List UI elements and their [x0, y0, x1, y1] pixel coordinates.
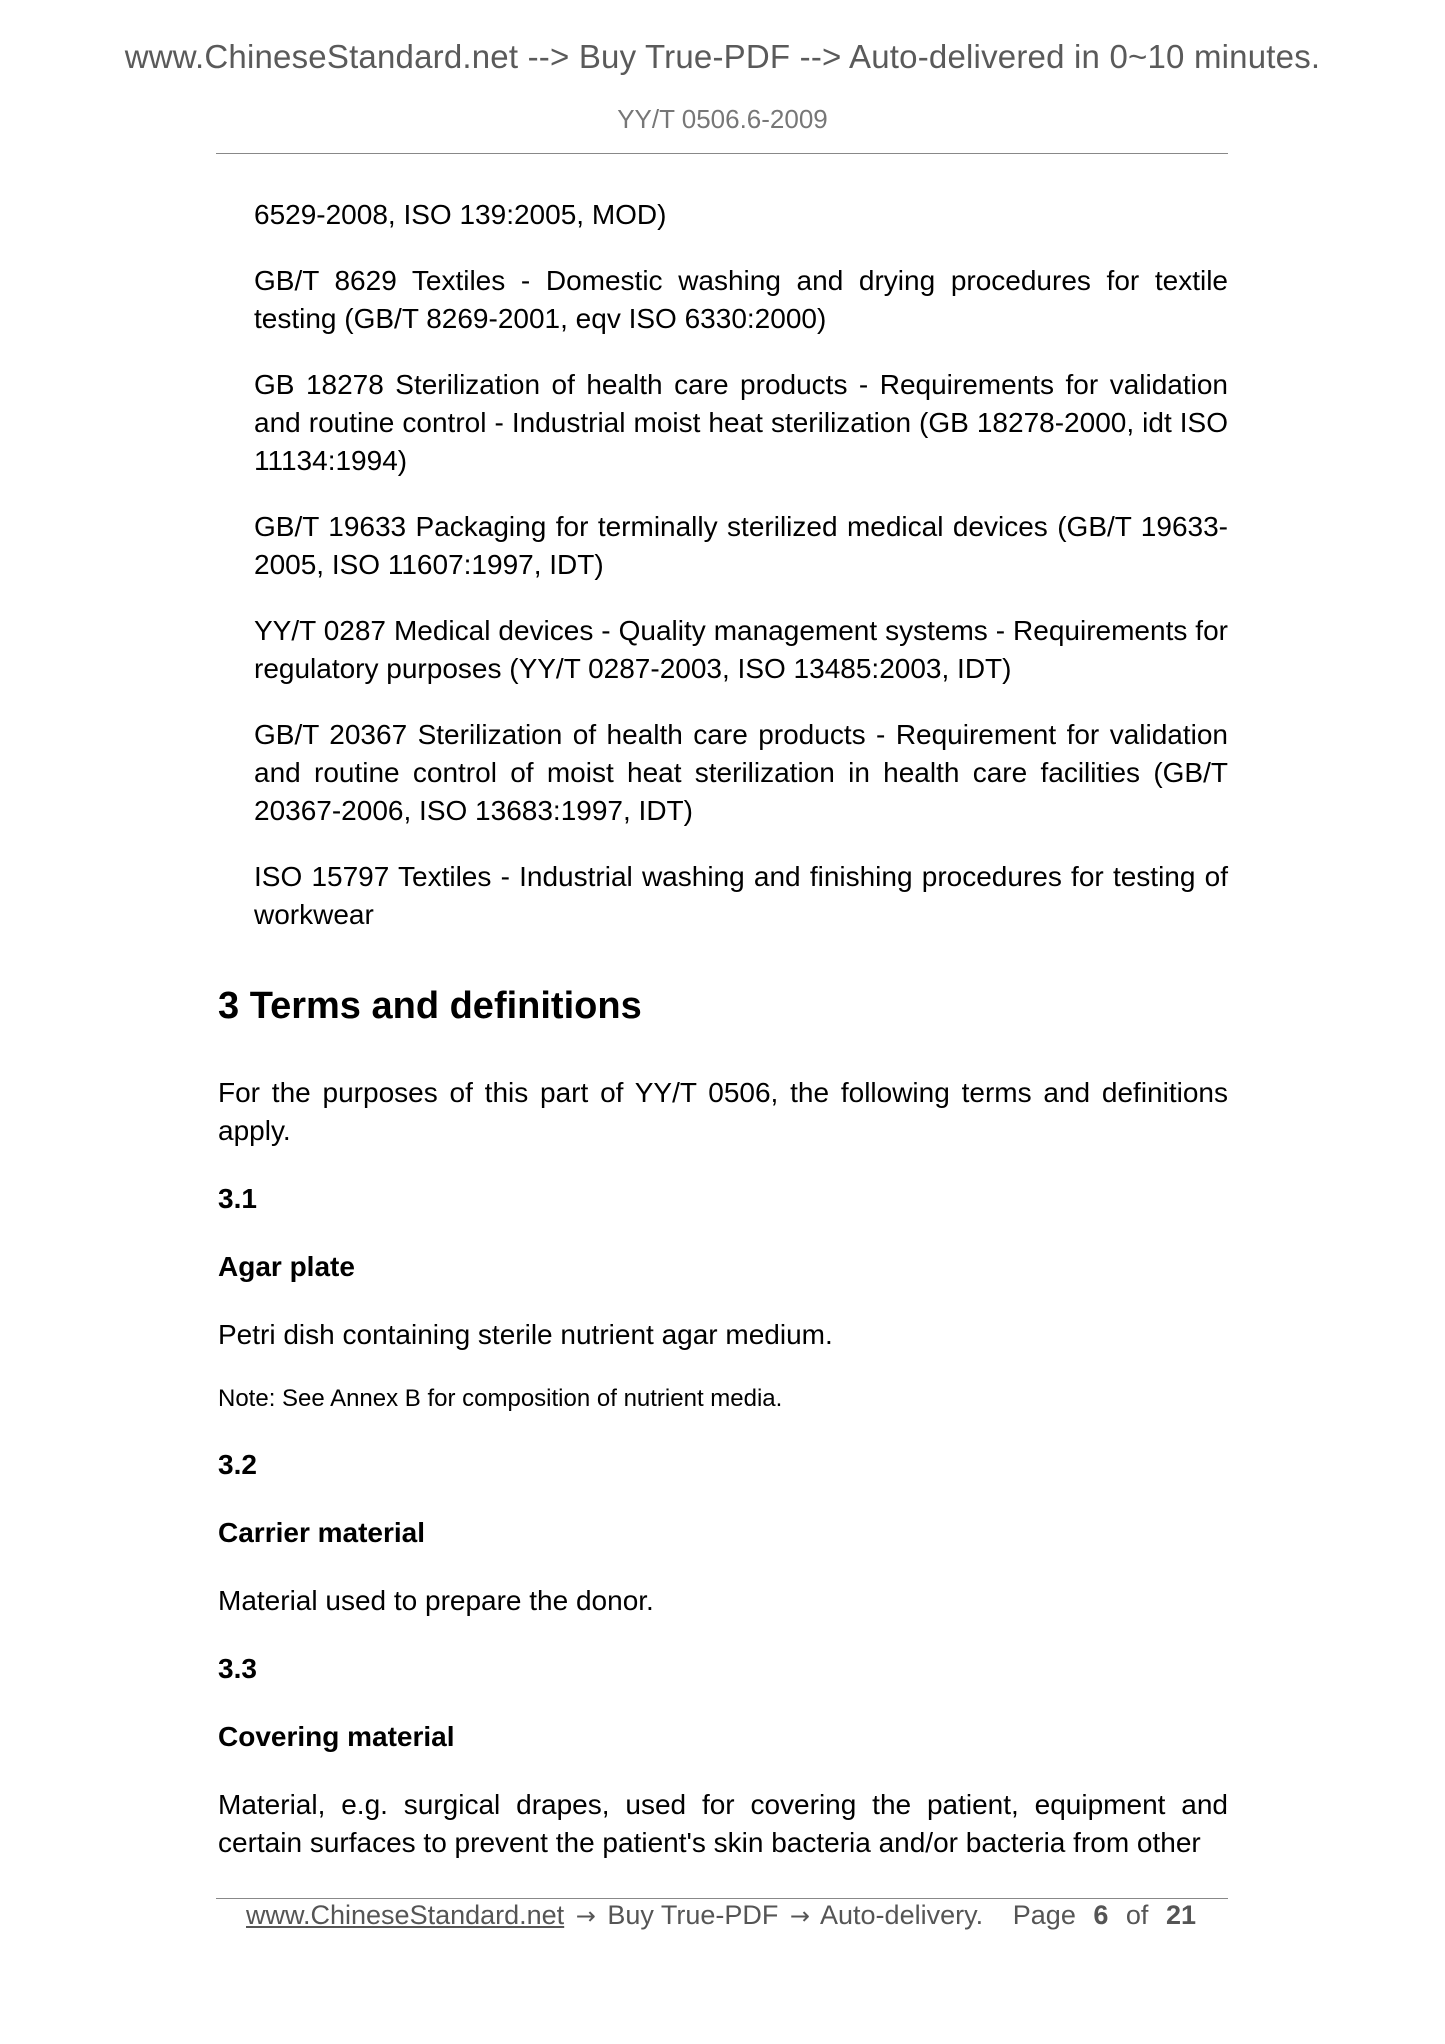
footer-divider: [216, 1898, 1228, 1899]
reference-item: GB 18278 Sterilization of health care products - Requirements for validation and routine control - Industrial moist heat sterilization (GB 18278-2000, idt ISO 11134:1994): [254, 369, 1228, 476]
footer-buy-text: Buy True-PDF: [607, 1900, 779, 1930]
of-label: of: [1125, 1900, 1149, 1930]
page-indicator: [1013, 1900, 1206, 1931]
reference-item: 6529-2008, ISO 139:2005, MOD): [254, 199, 667, 230]
page-total: 21: [1165, 1900, 1196, 1930]
term-name: Agar plate: [218, 1251, 355, 1282]
page-label: Page: [1012, 1900, 1076, 1930]
arrow-right-icon: →: [575, 1902, 596, 1930]
top-banner: www.ChineseStandard.net --> Buy True-PDF --> Auto-delivered in 0~10 minutes.: [124, 38, 1321, 75]
header-divider: [216, 153, 1228, 154]
term-name: Covering material: [218, 1721, 455, 1752]
page-content: [218, 196, 1228, 1892]
document-code: YY/T 0506.6-2009: [617, 104, 828, 134]
term-number: 3.1: [218, 1183, 257, 1214]
section-heading: 3 Terms and definitions: [218, 985, 642, 1027]
section-intro: For the purposes of this part of YY/T 0506, the following terms and definitions apply.: [218, 1077, 1228, 1146]
term-definition: Material, e.g. surgical drapes, used for covering the patient, equipment and certain surfaces to prevent the patient's skin bacteria and/or bacteria from other: [218, 1789, 1228, 1858]
arrow-right-icon: →: [789, 1902, 810, 1930]
term-number: 3.2: [218, 1449, 257, 1480]
page-footer: [216, 1900, 1228, 1940]
term-number: 3.3: [218, 1653, 257, 1684]
reference-item: GB/T 8629 Textiles - Domestic washing and drying procedures for textile testing (GB/T 8269-2001, eqv ISO 6330:2000): [254, 265, 1228, 334]
footer-delivery-text: Auto-delivery.: [820, 1900, 984, 1930]
page-number: 6: [1093, 1900, 1109, 1930]
term-definition: Material used to prepare the donor.: [218, 1585, 654, 1616]
footer-site-link[interactable]: www.ChineseStandard.net: [246, 1900, 565, 1930]
term-name: Carrier material: [218, 1517, 426, 1548]
term-note: Note: See Annex B for composition of nutrient media.: [218, 1385, 783, 1412]
reference-item: GB/T 19633 Packaging for terminally sterilized medical devices (GB/T 19633-2005, ISO 11607:1997, IDT): [254, 511, 1228, 580]
reference-item: YY/T 0287 Medical devices - Quality management systems - Requirements for regulatory purposes (YY/T 0287-2003, ISO 13485:2003, IDT): [254, 615, 1228, 684]
footer-promo: [246, 1900, 983, 1931]
reference-item: ISO 15797 Textiles - Industrial washing and finishing procedures for testing of workwear: [254, 861, 1228, 930]
reference-item: GB/T 20367 Sterilization of health care products - Requirement for validation and routine control of moist heat sterilization in health care facilities (GB/T 20367-2006, ISO 13683:1997, IDT): [254, 719, 1228, 826]
term-definition: Petri dish containing sterile nutrient agar medium.: [218, 1319, 833, 1350]
normative-references-list: [218, 196, 1228, 934]
